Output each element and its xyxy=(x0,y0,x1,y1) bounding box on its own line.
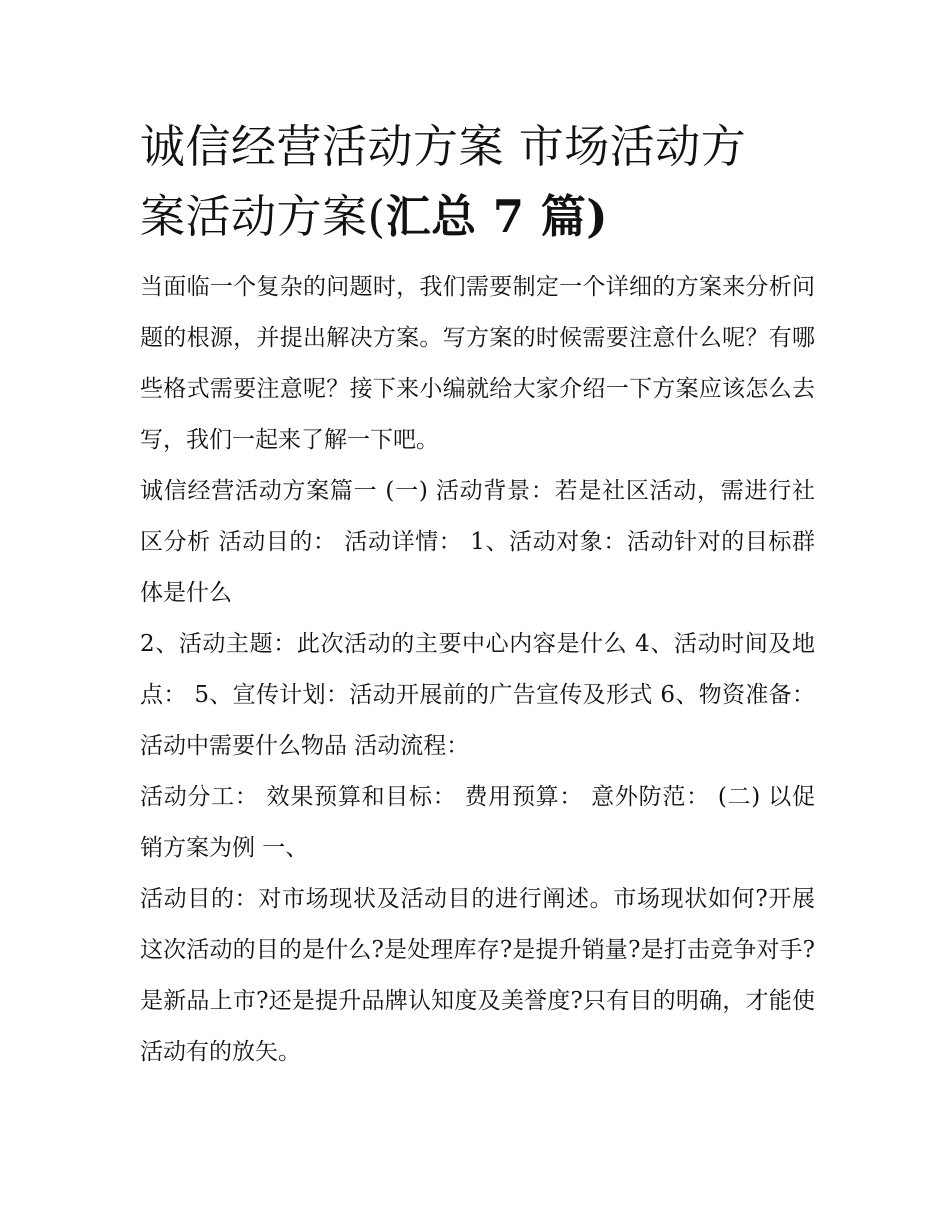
document-body xyxy=(140,262,815,1078)
document-page xyxy=(140,112,815,1078)
paragraph-division: 活动分工： 效果预算和目标： 费用预算： 意外防范： (二) 以促销方案为例 一、 xyxy=(140,784,815,861)
paragraph-background: 诚信经营活动方案篇一 (一) 活动背景：若是社区活动，需进行社区分析 活动目的： 活动详情： 1、活动对象：活动针对的目标群体是什么 xyxy=(140,478,815,606)
paragraph-theme: 2、活动主题：此次活动的主要中心内容是什么 4、活动时间及地点： 5、宣传计划：活动开展前的广告宣传及形式 6、物资准备：活动中需要什么物品 活动流程： xyxy=(140,631,815,759)
paragraph-purpose: 活动目的：对市场现状及活动目的进行阐述。市场现状如何?开展这次活动的目的是什么?是处理库存?是提升销量?是打击竞争对手?是新品上市?还是提升品牌认知度及美誉度?只有目的明确，才能使活动有的放矢。 xyxy=(140,886,815,1065)
title-line-2-prefix: 案活动方案( xyxy=(140,190,386,243)
document-title xyxy=(140,112,815,252)
paragraph-intro: 当面临一个复杂的问题时，我们需要制定一个详细的方案来分析问题的根源，并提出解决方案。写方案的时候需要注意什么呢？有哪些格式需要注意呢？接下来小编就给大家介绍一下方案应该怎么去写，我们一起来了解一下吧。 xyxy=(140,274,815,453)
title-line-1: 诚信经营活动方案 市场活动方 xyxy=(140,120,747,173)
title-line-2-bold: 汇总 7 篇) xyxy=(385,190,608,243)
